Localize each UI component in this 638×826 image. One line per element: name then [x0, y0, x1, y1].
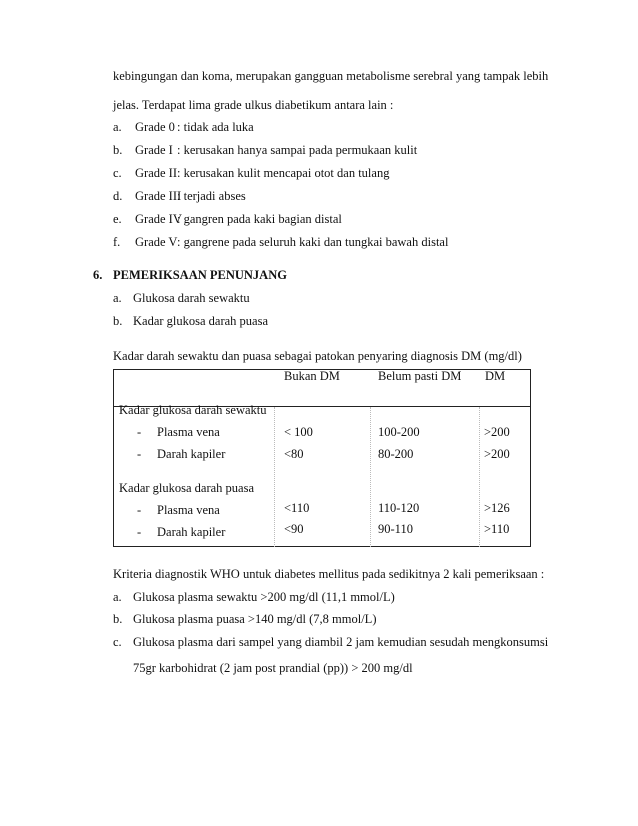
criteria-intro: Kriteria diagnostik WHO untuk diabetes mellitus pada sedikitnya 2 kali pemeriksaan : [113, 567, 545, 581]
grade-label: d. [113, 189, 123, 203]
table-cell: 80-200 [378, 447, 414, 461]
section-title: PEMERIKSAAN PENUNJANG [113, 268, 287, 282]
item-label: b. [113, 314, 123, 328]
intro-line-2-text: jelas. Terdapat lima grade ulkus diabetikum antara lain : [113, 98, 394, 112]
table-cell: 100-200 [378, 425, 420, 439]
grade-desc: : terjadi abses [177, 189, 246, 203]
section-item [113, 291, 250, 306]
criteria-label: a. [113, 590, 122, 604]
table-row-name: Darah kapiler [157, 447, 226, 461]
table-row-dash: - [137, 503, 142, 517]
grade-desc: : tidak ada luka [177, 120, 254, 134]
grade-name: Grade III [135, 189, 182, 203]
criteria-item [113, 590, 395, 605]
table-row-dash: - [137, 425, 142, 439]
table-cell: >200 [484, 447, 510, 461]
criteria-item [113, 612, 376, 627]
table-cell: <90 [284, 522, 304, 536]
table-group-title: Kadar glukosa darah sewaktu [119, 403, 267, 417]
table-header-bukan-dm: Bukan DM [284, 369, 340, 383]
grade-name: Grade 0 [135, 120, 175, 134]
table-cell: <80 [284, 447, 304, 461]
grade-label: a. [113, 120, 122, 134]
table-cell: 110-120 [378, 501, 420, 515]
item-label: a. [113, 291, 122, 305]
table-cell: >200 [484, 425, 510, 439]
table-row-name: Darah kapiler [157, 525, 226, 539]
item-text: Glukosa darah sewaktu [133, 291, 250, 305]
intro-line-1: kebingungan dan koma, merupakan gangguan metabolisme serebral yang tampak lebih [113, 69, 549, 83]
table-caption: Kadar darah sewaktu dan puasa sebagai patokan penyaring diagnosis DM (mg/dl) [113, 349, 522, 363]
column-divider [479, 407, 480, 547]
criteria-text: Glukosa plasma sewaktu >200 mg/dl (11,1 mmol/L) [133, 590, 395, 604]
criteria-label: c. [113, 635, 122, 649]
table-cell: < 100 [284, 425, 313, 439]
grade-desc: : gangren pada kaki bagian distal [177, 212, 342, 226]
table-row-name: Plasma vena [157, 503, 220, 517]
grade-name: Grade II [135, 166, 177, 180]
grade-label: b. [113, 143, 123, 157]
table-row-dash: - [137, 525, 142, 539]
table-group-title: Kadar glukosa darah puasa [119, 481, 255, 495]
section-heading [93, 268, 287, 283]
criteria-continuation: 75gr karbohidrat (2 jam post prandial (pp)) > 200 mg/dl [133, 661, 413, 675]
section-number: 6. [93, 268, 103, 282]
grade-name: Grade V [135, 235, 178, 249]
grade-label: c. [113, 166, 122, 180]
intro-line-2 [113, 95, 393, 115]
table-cell: <110 [284, 501, 310, 515]
item-text: Kadar glukosa darah puasa [133, 314, 269, 328]
table-row-name: Plasma vena [157, 425, 220, 439]
grade-label: e. [113, 212, 122, 226]
table-cell: >110 [484, 522, 510, 536]
grade-name: Grade I [135, 143, 173, 157]
criteria-label: b. [113, 612, 123, 626]
criteria-item [113, 635, 133, 650]
criteria-text: Glukosa plasma puasa >140 mg/dl (7,8 mmol/L) [133, 612, 377, 626]
grade-desc: : gangrene pada seluruh kaki dan tungkai bawah distal [177, 235, 449, 249]
grade-desc: : kerusakan kulit mencapai otot dan tulang [177, 166, 390, 180]
grade-name: Grade IV [135, 212, 182, 226]
table-cell: 90-110 [378, 522, 413, 536]
criteria-text: Glukosa plasma dari sampel yang diambil 2 jam kemudian sesudah mengkonsumsi [133, 635, 549, 649]
column-divider [370, 407, 371, 547]
section-item [113, 314, 268, 329]
table-row-dash: - [137, 447, 142, 461]
table-header-belum-pasti-dm: Belum pasti DM [378, 369, 462, 383]
table-cell: >126 [484, 501, 510, 515]
table-header-dm: DM [485, 369, 506, 383]
grade-desc: : kerusakan hanya sampai pada permukaan kulit [177, 143, 418, 157]
grade-label: f. [113, 235, 121, 249]
column-divider [274, 407, 275, 547]
